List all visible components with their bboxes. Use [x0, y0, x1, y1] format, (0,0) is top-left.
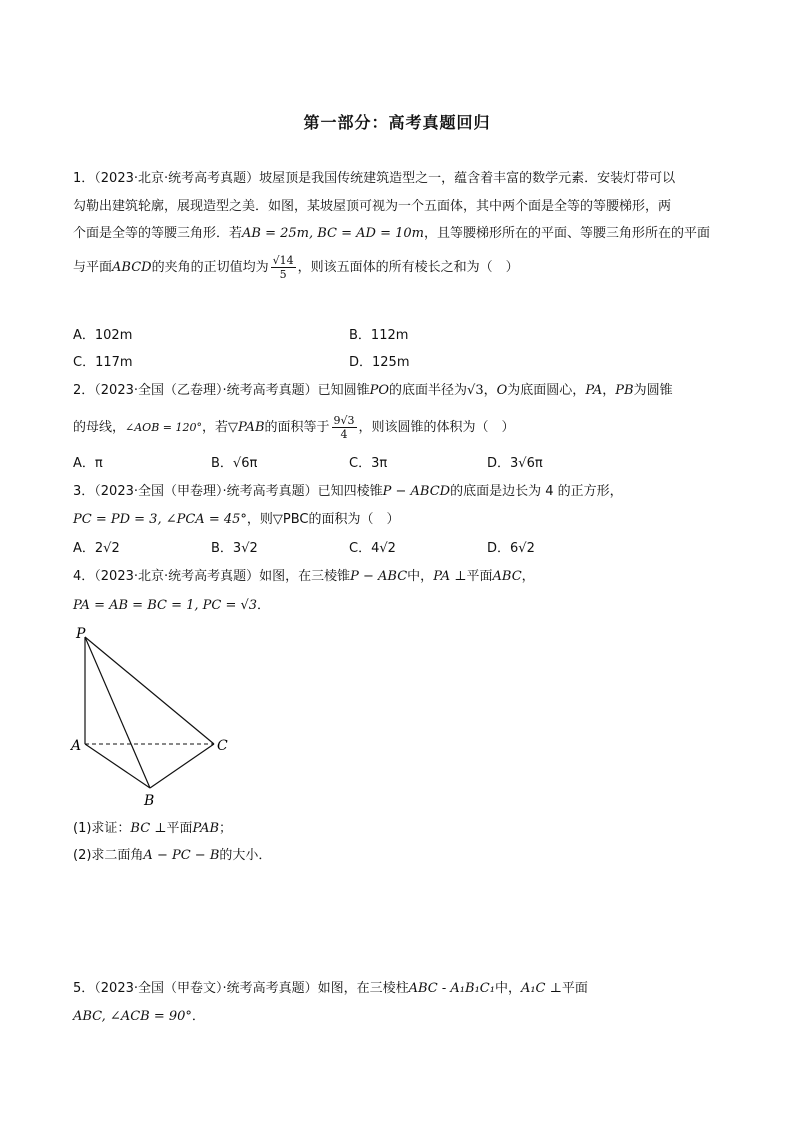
q1-option-c: C．117m: [73, 355, 133, 370]
q4-line-1-text-c: 平面: [466, 569, 493, 584]
q4-line-1-text-d: ，: [521, 569, 535, 584]
q2-line-1-text-e: ，: [602, 383, 616, 398]
q4-sub1-math-pab: PAB: [192, 821, 220, 836]
q1-line-4: [73, 254, 519, 281]
q3-option-a: A．2√2: [73, 541, 120, 556]
q4-math-abc: ABC: [492, 569, 522, 584]
q3-line-1-text-a: 3．（2023·全国（甲卷理）·统考高考真题）已知四棱锥: [73, 484, 383, 499]
q5-math-prism: ABC - A₁B₁C₁: [408, 981, 495, 996]
pyramid-figure: [64, 622, 244, 812]
edge-bc: [150, 744, 214, 788]
q2-line-2-text-d: ，则该圆锥的体积为（ ）: [358, 420, 515, 435]
q2-option-c: C．3π: [349, 456, 388, 471]
q1-line-2: 勾勒出建筑轮廓，展现造型之美．如图，某坡屋顶可视为一个五面体，其中两个面是全等的等腰梯形，两: [73, 199, 672, 214]
q5-line-1: [73, 978, 588, 1000]
q3-line-2: [73, 509, 400, 531]
q2-math-angle: ∠AOB = 120°: [125, 421, 202, 434]
q1-option-a: A．102m: [73, 328, 133, 343]
q1-line-3-text-b: ，且等腰梯形所在的平面、等腰三角形所在的平面: [423, 226, 710, 241]
q2-line-1: [73, 380, 673, 402]
q3-line-1: [73, 481, 623, 503]
q1-option-d: D．125m: [349, 355, 410, 370]
q1-line-1: 1．（2023·北京·统考高考真题）坡屋顶是我国传统建筑造型之一，蕴含着丰富的数学元素．安装灯带可以: [73, 171, 676, 186]
q4-math-pa-perp: PA ⊥: [433, 569, 467, 584]
q3-line-1-text-b: 的底面是边长为 4 的正方形，: [450, 484, 623, 499]
pyramid-diagram: [64, 622, 244, 812]
q4-math-pyramid: P − ABC: [350, 569, 408, 584]
q2-line-1-text-a: 2．（2023·全国（乙卷理）·统考高考真题）已知圆锥: [73, 383, 370, 398]
q5-line-2: [73, 1006, 205, 1028]
q2-math-po: PO: [369, 383, 390, 398]
q3-math-pyramid: P − ABCD: [382, 484, 451, 499]
q4-sub1-text-b: 平面: [166, 821, 193, 836]
q4-line-1-text-b: 中，: [407, 569, 434, 584]
edge-pc: [85, 637, 214, 744]
q4-sub1-math: BC ⊥: [130, 821, 167, 836]
q1-line-3-math: AB = 25m, BC = AD = 10m: [242, 226, 424, 241]
q5-line-1-text-c: 平面: [561, 981, 588, 996]
q1-line-4-text-c: ，则该五面体的所有棱长之和为（ ）: [297, 260, 519, 275]
q3-option-b: B．3√2: [211, 541, 258, 556]
q4-sub2-text-b: 的大小．: [219, 848, 272, 863]
q2-line-2-text-b: ，若: [201, 420, 228, 435]
q2-line-2-text-a: 的母线，: [73, 420, 126, 435]
page-title: 第一部分：高考真题回归: [303, 113, 491, 132]
q4-line-2-text-b: ．: [257, 598, 271, 613]
q3-option-c: C．4√2: [349, 541, 396, 556]
q2-line-1-text-c: ，: [483, 383, 497, 398]
q2-fraction-denominator: 4: [340, 428, 348, 441]
q1-fraction-numerator: √14: [272, 254, 294, 267]
q1-fraction: [271, 254, 296, 281]
q1-fraction-denominator: 5: [279, 268, 287, 281]
q1-line-4-text-b: 的夹角的正切值均为: [151, 260, 269, 275]
q1-line-3-text-a: 个面是全等的等腰三角形．若: [73, 226, 243, 241]
q2-line-1-text-d: 为底面圆心，: [507, 383, 586, 398]
q2-option-b: B．√6π: [211, 456, 258, 471]
q2-math-sqrt3: √3: [467, 383, 484, 398]
q2-fraction: [332, 414, 357, 441]
vertex-label-b: B: [144, 793, 155, 809]
q1-option-b: B．112m: [349, 328, 409, 343]
q3-math-conditions: PC = PD = 3, ∠PCA = 45°: [73, 512, 247, 527]
q2-math-pa: PA: [585, 383, 603, 398]
q4-math-lengths: PA = AB = BC = 1, PC = √3: [73, 598, 258, 613]
q2-math-triangle: ▽PAB: [228, 420, 265, 435]
q1-line-3: [73, 223, 710, 245]
vertex-label-a: A: [71, 738, 82, 754]
q1-line-4-math: ABCD: [112, 260, 152, 275]
q4-sub2-math: A − PC − B: [143, 848, 220, 863]
q5-math-perp: A₁C ⊥: [520, 981, 562, 996]
q2-line-1-text-f: 为圆锥: [633, 383, 673, 398]
q5-line-1-text-b: 中，: [494, 981, 521, 996]
vertex-label-c: C: [217, 738, 228, 754]
q2-line-2: [73, 414, 515, 441]
q4-line-2: [73, 595, 270, 617]
q4-sub2-text-a: (2)求二面角: [73, 848, 144, 863]
q2-line-1-text-b: 的底面半径为: [389, 383, 468, 398]
q4-sub1-text-c: ；: [219, 821, 233, 836]
q2-math-pb: PB: [615, 383, 634, 398]
q4-line-1-text-a: 4．（2023·北京·统考高考真题）如图，在三棱锥: [73, 569, 351, 584]
q4-subquestion-1: [73, 818, 232, 840]
q4-subquestion-2: [73, 845, 271, 867]
q2-option-a: A．π: [73, 456, 103, 471]
q2-option-d: D．3√6π: [487, 456, 543, 471]
q5-line-2-text-b: ．: [191, 1009, 205, 1024]
q3-line-2-text-b: ，则▽PBC的面积为（ ）: [246, 512, 400, 527]
q2-line-2-text-c: 的面积等于: [264, 420, 330, 435]
q5-line-1-text-a: 5．（2023·全国（甲卷文）·统考高考真题）如图，在三棱柱: [73, 981, 409, 996]
q4-sub1-text-a: (1)求证：: [73, 821, 131, 836]
q3-option-d: D．6√2: [487, 541, 535, 556]
q1-line-4-text-a: 与平面: [73, 260, 113, 275]
q4-line-1: [73, 566, 535, 588]
vertex-label-p: P: [76, 626, 86, 642]
q5-math-angle: ABC, ∠ACB = 90°: [73, 1009, 192, 1024]
q2-fraction-numerator: 9√3: [333, 414, 355, 427]
q2-math-o: O: [496, 383, 508, 398]
